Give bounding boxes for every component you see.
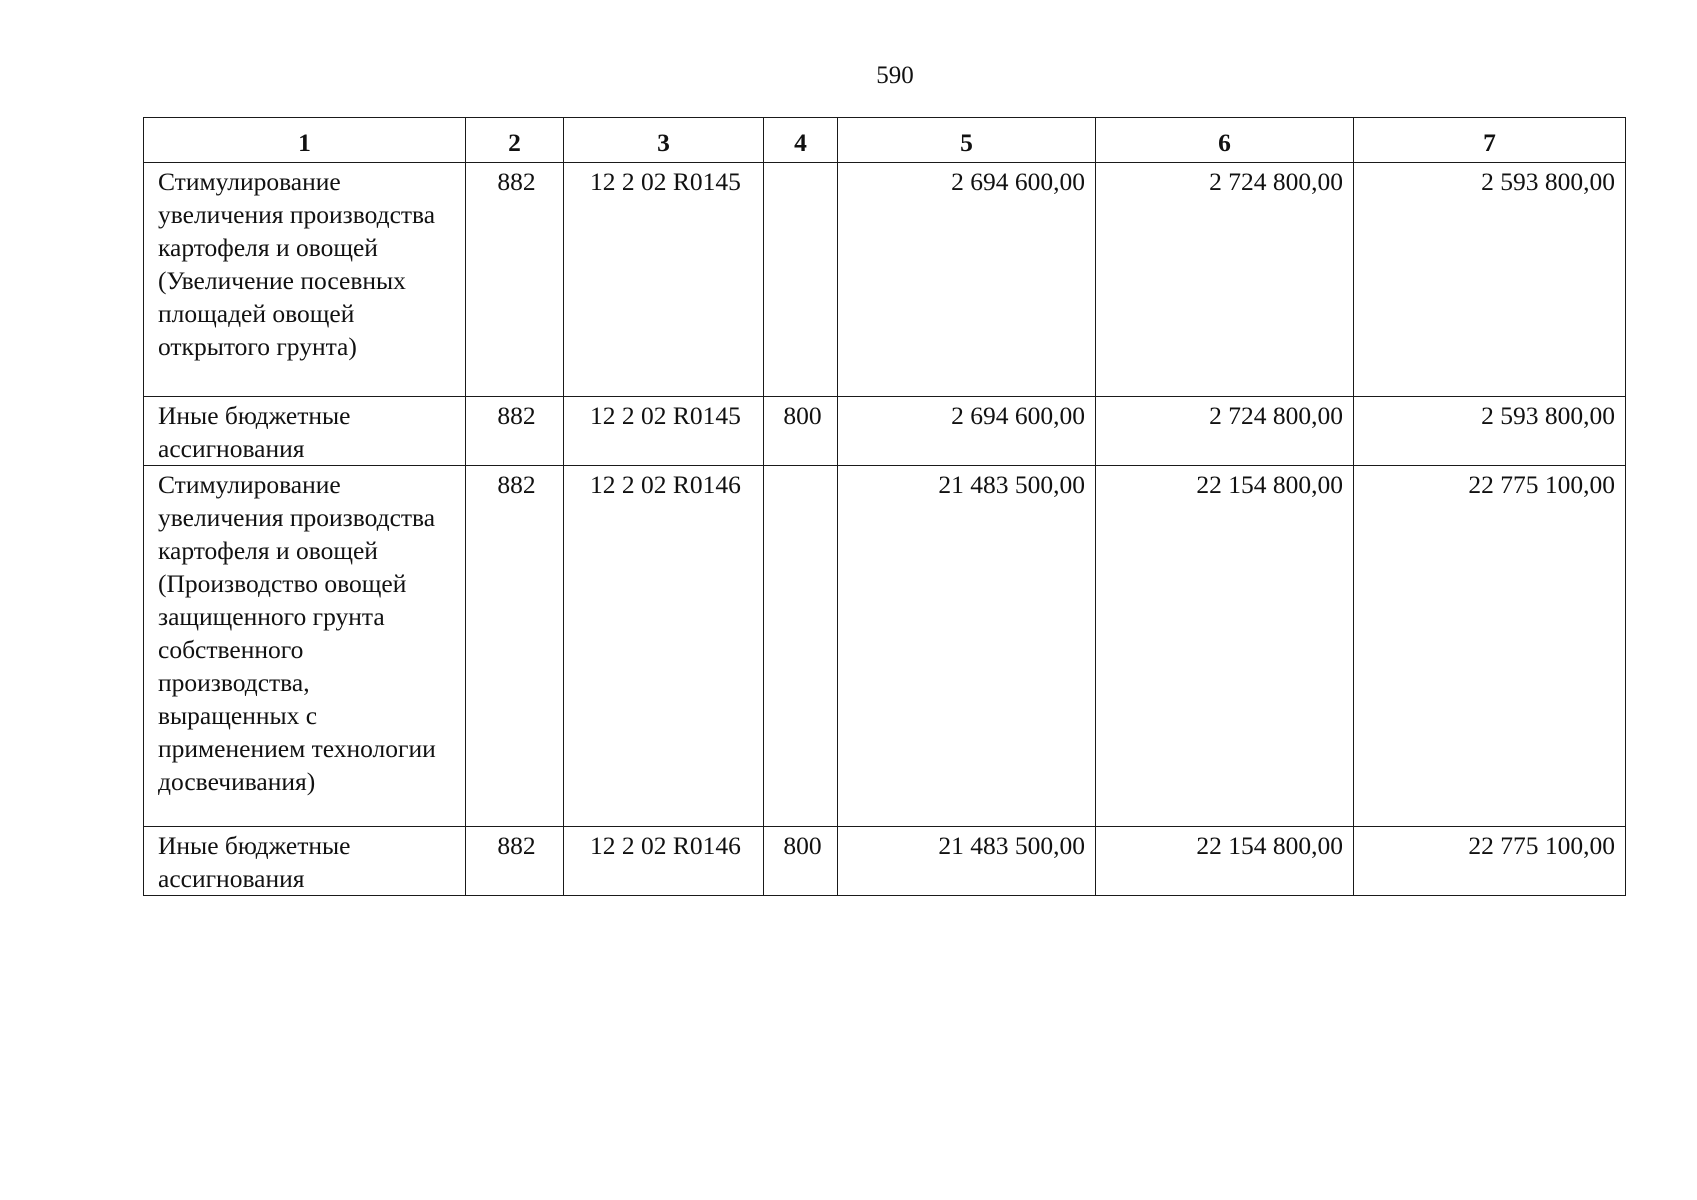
- header-col-2: 2: [466, 118, 564, 163]
- table-row: [144, 466, 1626, 827]
- row-value-1-cell: 21 483 500,00: [838, 466, 1096, 827]
- row-value-1-cell: 21 483 500,00: [838, 827, 1096, 896]
- row-admin-cell: 882: [466, 466, 564, 827]
- row-value-1-cell: 2 694 600,00: [838, 397, 1096, 466]
- table-row: [144, 827, 1626, 896]
- row-code-cell: 12 2 02 R0145: [564, 397, 764, 466]
- row-code-cell: 12 2 02 R0146: [564, 466, 764, 827]
- row-type-cell: [764, 163, 838, 397]
- header-col-6: 6: [1096, 118, 1354, 163]
- header-col-7: 7: [1354, 118, 1626, 163]
- row-value-3-cell: 22 775 100,00: [1354, 466, 1626, 827]
- row-value-3-cell: 2 593 800,00: [1354, 397, 1626, 466]
- row-name-cell: Стимулирование увеличения производства картофеля и овощей (Производство овощей защищенного грунта собственного производства, выращенных с применением технологии досвечивания): [144, 466, 466, 827]
- row-type-cell: [764, 466, 838, 827]
- row-value-1-cell: 2 694 600,00: [838, 163, 1096, 397]
- row-value-2-cell: 22 154 800,00: [1096, 827, 1354, 896]
- row-value-3-cell: 22 775 100,00: [1354, 827, 1626, 896]
- row-name-cell: Стимулирование увеличения производства картофеля и овощей (Увеличение посевных площадей овощей открытого грунта): [144, 163, 466, 397]
- budget-table: [143, 117, 1626, 896]
- row-code-cell: 12 2 02 R0145: [564, 163, 764, 397]
- header-col-5: 5: [838, 118, 1096, 163]
- header-col-4: 4: [764, 118, 838, 163]
- table-row: [144, 163, 1626, 397]
- row-value-2-cell: 2 724 800,00: [1096, 397, 1354, 466]
- header-col-1: 1: [144, 118, 466, 163]
- page-number: 590: [876, 62, 914, 89]
- row-value-2-cell: 22 154 800,00: [1096, 466, 1354, 827]
- row-code-cell: 12 2 02 R0146: [564, 827, 764, 896]
- row-type-cell: 800: [764, 397, 838, 466]
- row-value-2-cell: 2 724 800,00: [1096, 163, 1354, 397]
- table-row: [144, 397, 1626, 466]
- row-admin-cell: 882: [466, 397, 564, 466]
- row-name-cell: Иные бюджетные ассигнования: [144, 827, 466, 896]
- row-admin-cell: 882: [466, 827, 564, 896]
- row-name-cell: Иные бюджетные ассигнования: [144, 397, 466, 466]
- row-admin-cell: 882: [466, 163, 564, 397]
- header-col-3: 3: [564, 118, 764, 163]
- row-value-3-cell: 2 593 800,00: [1354, 163, 1626, 397]
- row-type-cell: 800: [764, 827, 838, 896]
- table-header-row: [144, 118, 1626, 163]
